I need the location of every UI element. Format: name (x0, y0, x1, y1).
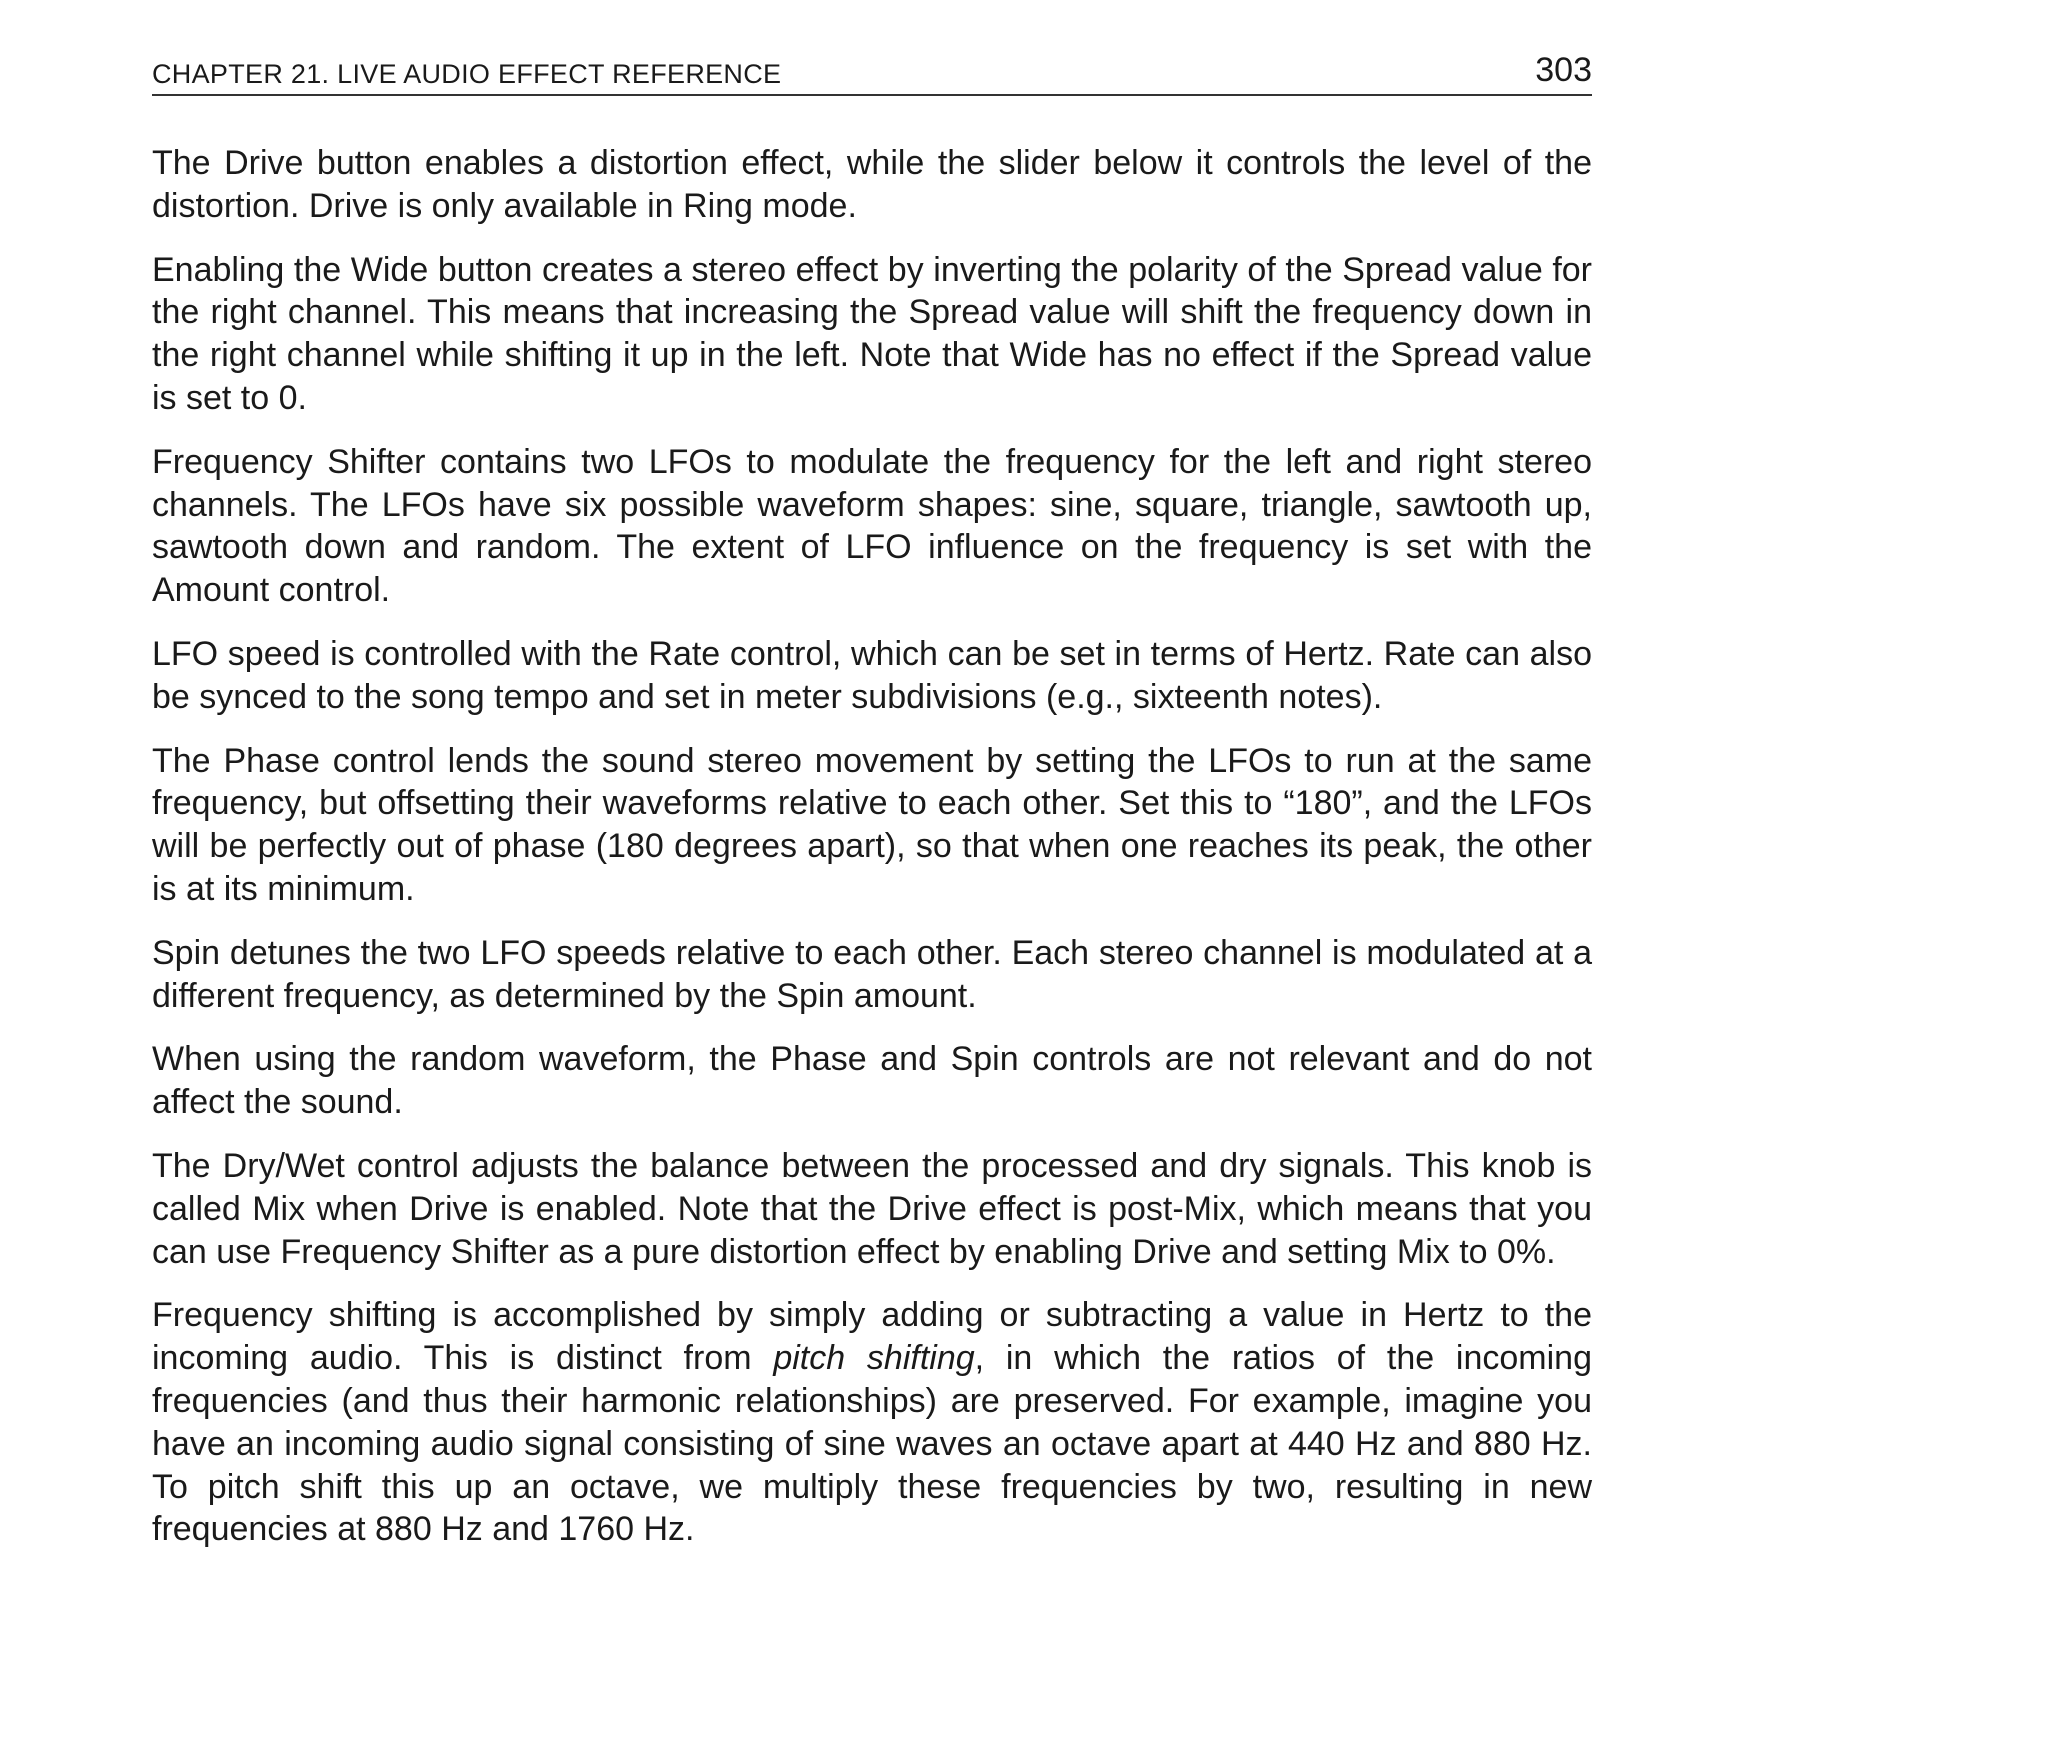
paragraph-rate: LFO speed is controlled with the Rate control, which can be set in terms of Hertz. Rate can also be synced to the song tempo and set in meter subdivisions (e.g., sixteenth notes). (152, 634, 1592, 716)
running-header (152, 48, 1592, 96)
paragraph-lfos: Frequency Shifter contains two LFOs to modulate the frequency for the left and right stereo channels. The LFOs have six possible waveform shapes: sine, square, triangle, sawtooth up, sawtooth down and random. The extent of LFO influence on the frequency is set with the Amount control. (152, 442, 1592, 610)
paragraph-frequency-shifting (152, 1294, 1592, 1551)
chapter-title: CHAPTER 21. LIVE AUDIO EFFECT REFERENCE (152, 59, 782, 89)
paragraph-drive: The Drive button enables a distortion effect, while the slider below it controls the level of the distortion. Drive is only available in Ring mode. (152, 144, 1592, 225)
page-number: 303 (1535, 51, 1592, 89)
paragraph-random-waveform: When using the random waveform, the Phase and Spin controls are not relevant and do not affect the sound. (152, 1040, 1592, 1122)
body-text (152, 142, 1592, 1572)
paragraph-dry-wet: The Dry/Wet control adjusts the balance between the processed and dry signals. This knob is called Mix when Drive is enabled. Note that the Drive effect is post-Mix, which means that you can use Frequency Shifter as a pure distortion effect by enabling Drive and setting Mix to 0%. (152, 1146, 1592, 1271)
paragraph-spin: Spin detunes the two LFO speeds relative to each other. Each stereo channel is modulated at a different frequency, as determined by the Spin amount. (152, 933, 1592, 1015)
paragraph-text-end: , in which the ratios of the incoming frequencies (and thus their harmonic relationships) are preserved. For example, imagine you have an incoming audio signal consisting of sine waves an octave apart at 440 Hz and 880 Hz. To pitch shift this up an octave, we multiply these frequencies by two, resulting in new frequencies at 880 Hz and 1760 Hz. (152, 1339, 1592, 1549)
emphasized-term: pitch shifting (773, 1339, 975, 1378)
paragraph-phase: The Phase control lends the sound stereo movement by setting the LFOs to run at the same frequency, but offsetting their waveforms relative to each other. Set this to “180”, and the LFOs will be perfectly out of phase (180 degrees apart), so that when one reaches its peak, the other is at its minimum. (152, 741, 1592, 908)
paragraph-text-start: Frequency shifting is accomplished by simply adding or subtracting a value in Hertz to the incoming audio. This is distinct from (152, 1296, 1592, 1378)
paragraph-wide: Enabling the Wide button creates a stereo effect by inverting the polarity of the Spread value for the right channel. This means that increasing the Spread value will shift the frequency down in the right channel while shifting it up in the left. Note that Wide has no effect if the Spread value is set to 0. (152, 250, 1592, 417)
